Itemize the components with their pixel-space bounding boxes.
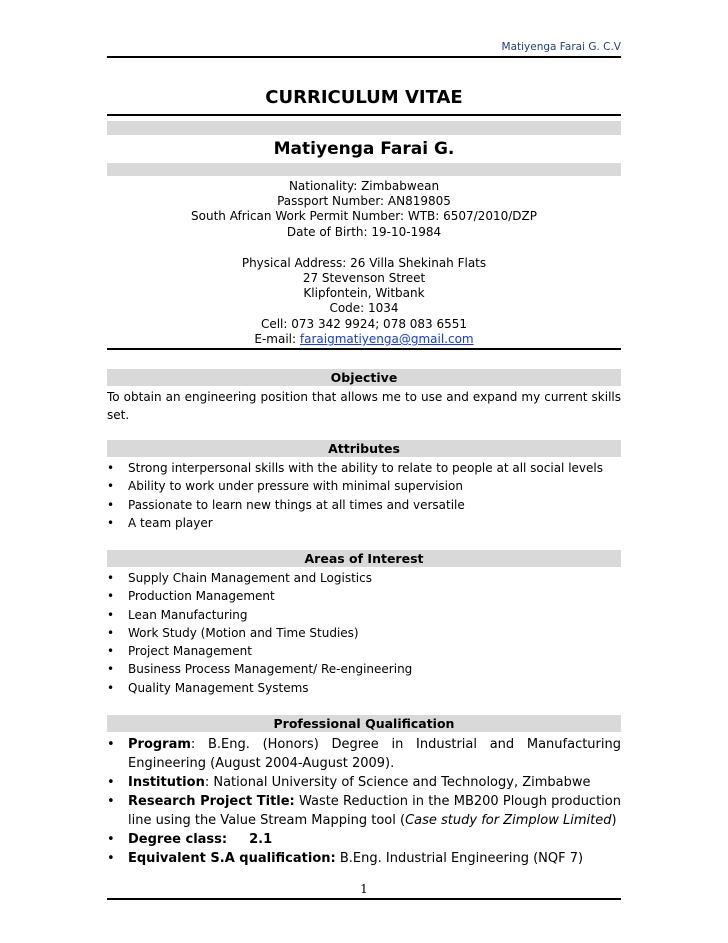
list-item bbox=[107, 849, 621, 868]
equivalent-value: B.Eng. Industrial Engineering (NQF 7) bbox=[335, 851, 584, 866]
contact-rule bbox=[107, 348, 621, 350]
bullet-icon: • bbox=[107, 737, 115, 752]
bullet-icon: • bbox=[107, 497, 115, 512]
nationality: Nationality: Zimbabwean bbox=[288, 179, 440, 193]
degree-value: 2.1 bbox=[249, 832, 273, 847]
bullet-icon: • bbox=[107, 794, 115, 809]
bullet-icon: • bbox=[107, 461, 115, 475]
list-item-text: Passionate to learn new things at all times and versatile bbox=[128, 497, 465, 512]
research-value: Waste Reduction in the MB200 Plough production line using the Value Stream Mapping tool ( bbox=[128, 794, 621, 828]
list-item bbox=[107, 679, 621, 697]
list-item bbox=[107, 773, 621, 792]
objective-heading: Objective bbox=[107, 369, 621, 386]
cell-numbers: Cell: 073 342 9924; 078 083 6551 bbox=[260, 317, 468, 331]
bullet-icon: • bbox=[107, 589, 115, 604]
attributes-heading: Attributes bbox=[107, 440, 621, 457]
footer-rule bbox=[107, 898, 621, 900]
list-item bbox=[107, 624, 621, 642]
list-item-text: Business Process Management/ Re-engineering bbox=[128, 662, 413, 677]
passport-number: Passport Number: AN819805 bbox=[277, 194, 451, 208]
document-title: CURRICULUM VITAE bbox=[265, 87, 463, 108]
program-label: Program bbox=[128, 737, 191, 752]
degree-label: Degree class: bbox=[128, 832, 228, 847]
list-item bbox=[107, 477, 621, 495]
list-item-text: Lean Manufacturing bbox=[128, 607, 248, 622]
research-end: ) bbox=[611, 813, 617, 828]
list-item-text: A team player bbox=[128, 515, 213, 530]
list-item bbox=[107, 459, 621, 477]
bullet-icon: • bbox=[107, 680, 115, 695]
list-item bbox=[107, 660, 621, 678]
list-item bbox=[107, 792, 621, 830]
list-item-text: Strong interpersonal skills with the ability to relate to people at all social levels bbox=[128, 461, 603, 475]
bullet-icon: • bbox=[107, 644, 115, 659]
list-item bbox=[107, 830, 621, 849]
candidate-name: Matiyenga Farai G. bbox=[273, 139, 455, 159]
objective-text: To obtain an engineering position that allows me to use and expand my current skills set. bbox=[107, 390, 621, 422]
list-item bbox=[107, 642, 621, 660]
list-item-text: Work Study (Motion and Time Studies) bbox=[128, 625, 359, 640]
qualification-heading: Professional Qualification bbox=[107, 715, 621, 732]
list-item-text: Supply Chain Management and Logistics bbox=[128, 571, 372, 585]
bullet-icon: • bbox=[107, 662, 115, 677]
running-header: Matiyenga Farai G. C.V bbox=[501, 41, 621, 53]
date-of-birth: Date of Birth: 19-10-1984 bbox=[286, 225, 442, 239]
qualification-list bbox=[107, 735, 621, 868]
page-number: 1 bbox=[360, 882, 368, 896]
interests-heading: Areas of Interest bbox=[107, 550, 621, 567]
list-item-text: Project Management bbox=[128, 644, 252, 659]
equivalent-label: Equivalent S.A qualification: bbox=[128, 851, 336, 866]
bullet-icon: • bbox=[107, 775, 115, 790]
research-label: Research Project Title: bbox=[128, 794, 295, 809]
institution-value: : National University of Science and Technology, Zimbabwe bbox=[204, 775, 591, 790]
bullet-icon: • bbox=[107, 832, 115, 847]
bullet-icon: • bbox=[107, 571, 115, 585]
address-line-2: 27 Stevenson Street bbox=[302, 271, 426, 285]
bullet-icon: • bbox=[107, 625, 115, 640]
email-line bbox=[107, 332, 621, 347]
interests-list bbox=[107, 569, 621, 697]
list-item bbox=[107, 514, 621, 532]
email-label: E-mail: bbox=[254, 332, 300, 346]
list-item bbox=[107, 569, 621, 587]
list-item-text: Production Management bbox=[128, 589, 275, 604]
postal-code: Code: 1034 bbox=[329, 301, 399, 315]
work-permit: South African Work Permit Number: WTB: 6507/2010/DZP bbox=[191, 209, 537, 223]
header-rule bbox=[107, 56, 621, 58]
bullet-icon: • bbox=[107, 851, 115, 866]
institution-label: Institution bbox=[128, 775, 205, 790]
list-item bbox=[107, 587, 621, 605]
program-value: : B.Eng. (Honors) Degree in Industrial and Manufacturing Engineering (August 2004-August 2009). bbox=[128, 737, 621, 771]
list-item-text: Quality Management Systems bbox=[128, 680, 309, 695]
list-item bbox=[107, 735, 621, 773]
attributes-list bbox=[107, 459, 621, 532]
address-line-1: Physical Address: 26 Villa Shekinah Flats bbox=[241, 256, 487, 270]
list-item-text: Ability to work under pressure with minimal supervision bbox=[128, 479, 463, 494]
email-link[interactable]: faraigmatiyenga@gmail.com bbox=[299, 332, 474, 346]
list-item bbox=[107, 606, 621, 624]
title-band bbox=[107, 121, 621, 135]
bullet-icon: • bbox=[107, 607, 115, 622]
list-item bbox=[107, 496, 621, 514]
title-rule bbox=[107, 114, 621, 116]
name-band bbox=[107, 163, 621, 176]
bullet-icon: • bbox=[107, 479, 115, 494]
bullet-icon: • bbox=[107, 515, 115, 530]
address-line-3: Klipfontein, Witbank bbox=[303, 286, 425, 300]
research-case-study: Case study for Zimplow Limited bbox=[405, 813, 612, 828]
